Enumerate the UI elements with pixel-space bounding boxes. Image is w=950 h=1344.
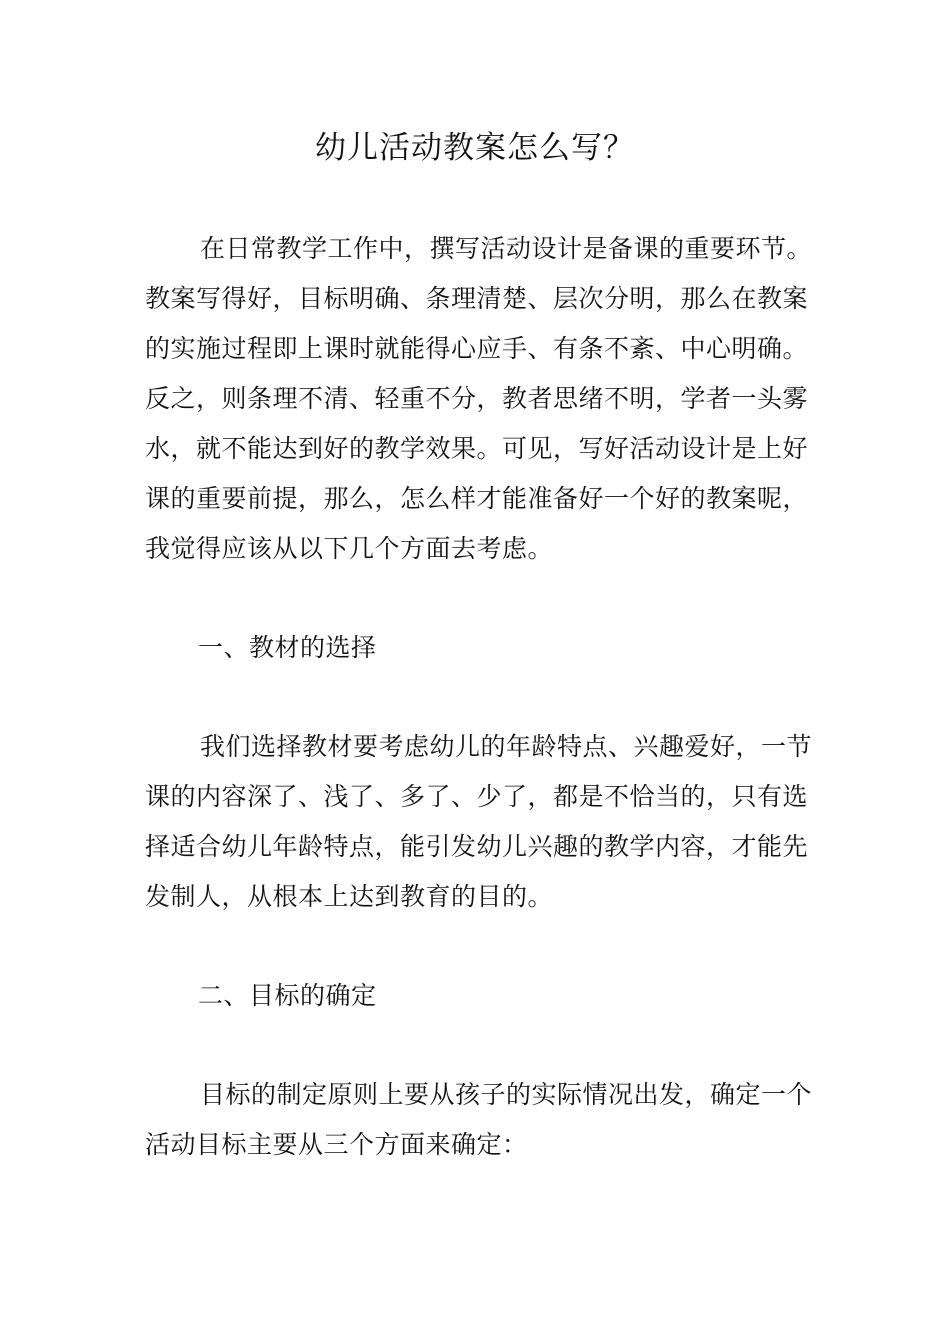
section-heading-goals: 二、目标的确定 — [198, 981, 377, 1010]
paragraph-goals: 目标的制定原则上要从孩子的实际情况出发，确定一个活动目标主要从三个方面来确定： — [145, 1080, 813, 1159]
paragraph-intro: 在日常教学工作中，撰写活动设计是备课的重要环节。教案写得好，目标明确、条理清楚、层次分明，那么在教案的实施过程即上课时就能得心应手、有条不紊、中心明确。反之，则条理不清、轻重不分，教者思绪不明，学者一头雾水，就不能达到好的教学效果。可见，写好活动设计是上好课的重要前提，那么，怎么样才能准备好一个好的教案呢，我觉得应该从以下几个方面去考虑。 — [145, 234, 813, 563]
section-heading-materials: 一、教材的选择 — [198, 633, 377, 662]
document-title: 幼儿活动教案怎么写？ — [315, 130, 635, 166]
paragraph-materials: 我们选择教材要考虑幼儿的年龄特点、兴趣爱好，一节课的内容深了、浅了、多了、少了，都是不恰当的，只有选择适合幼儿年龄特点，能引发幼儿兴趣的教学内容，才能先发制人，从根本上达到教育的目的。 — [145, 732, 813, 911]
